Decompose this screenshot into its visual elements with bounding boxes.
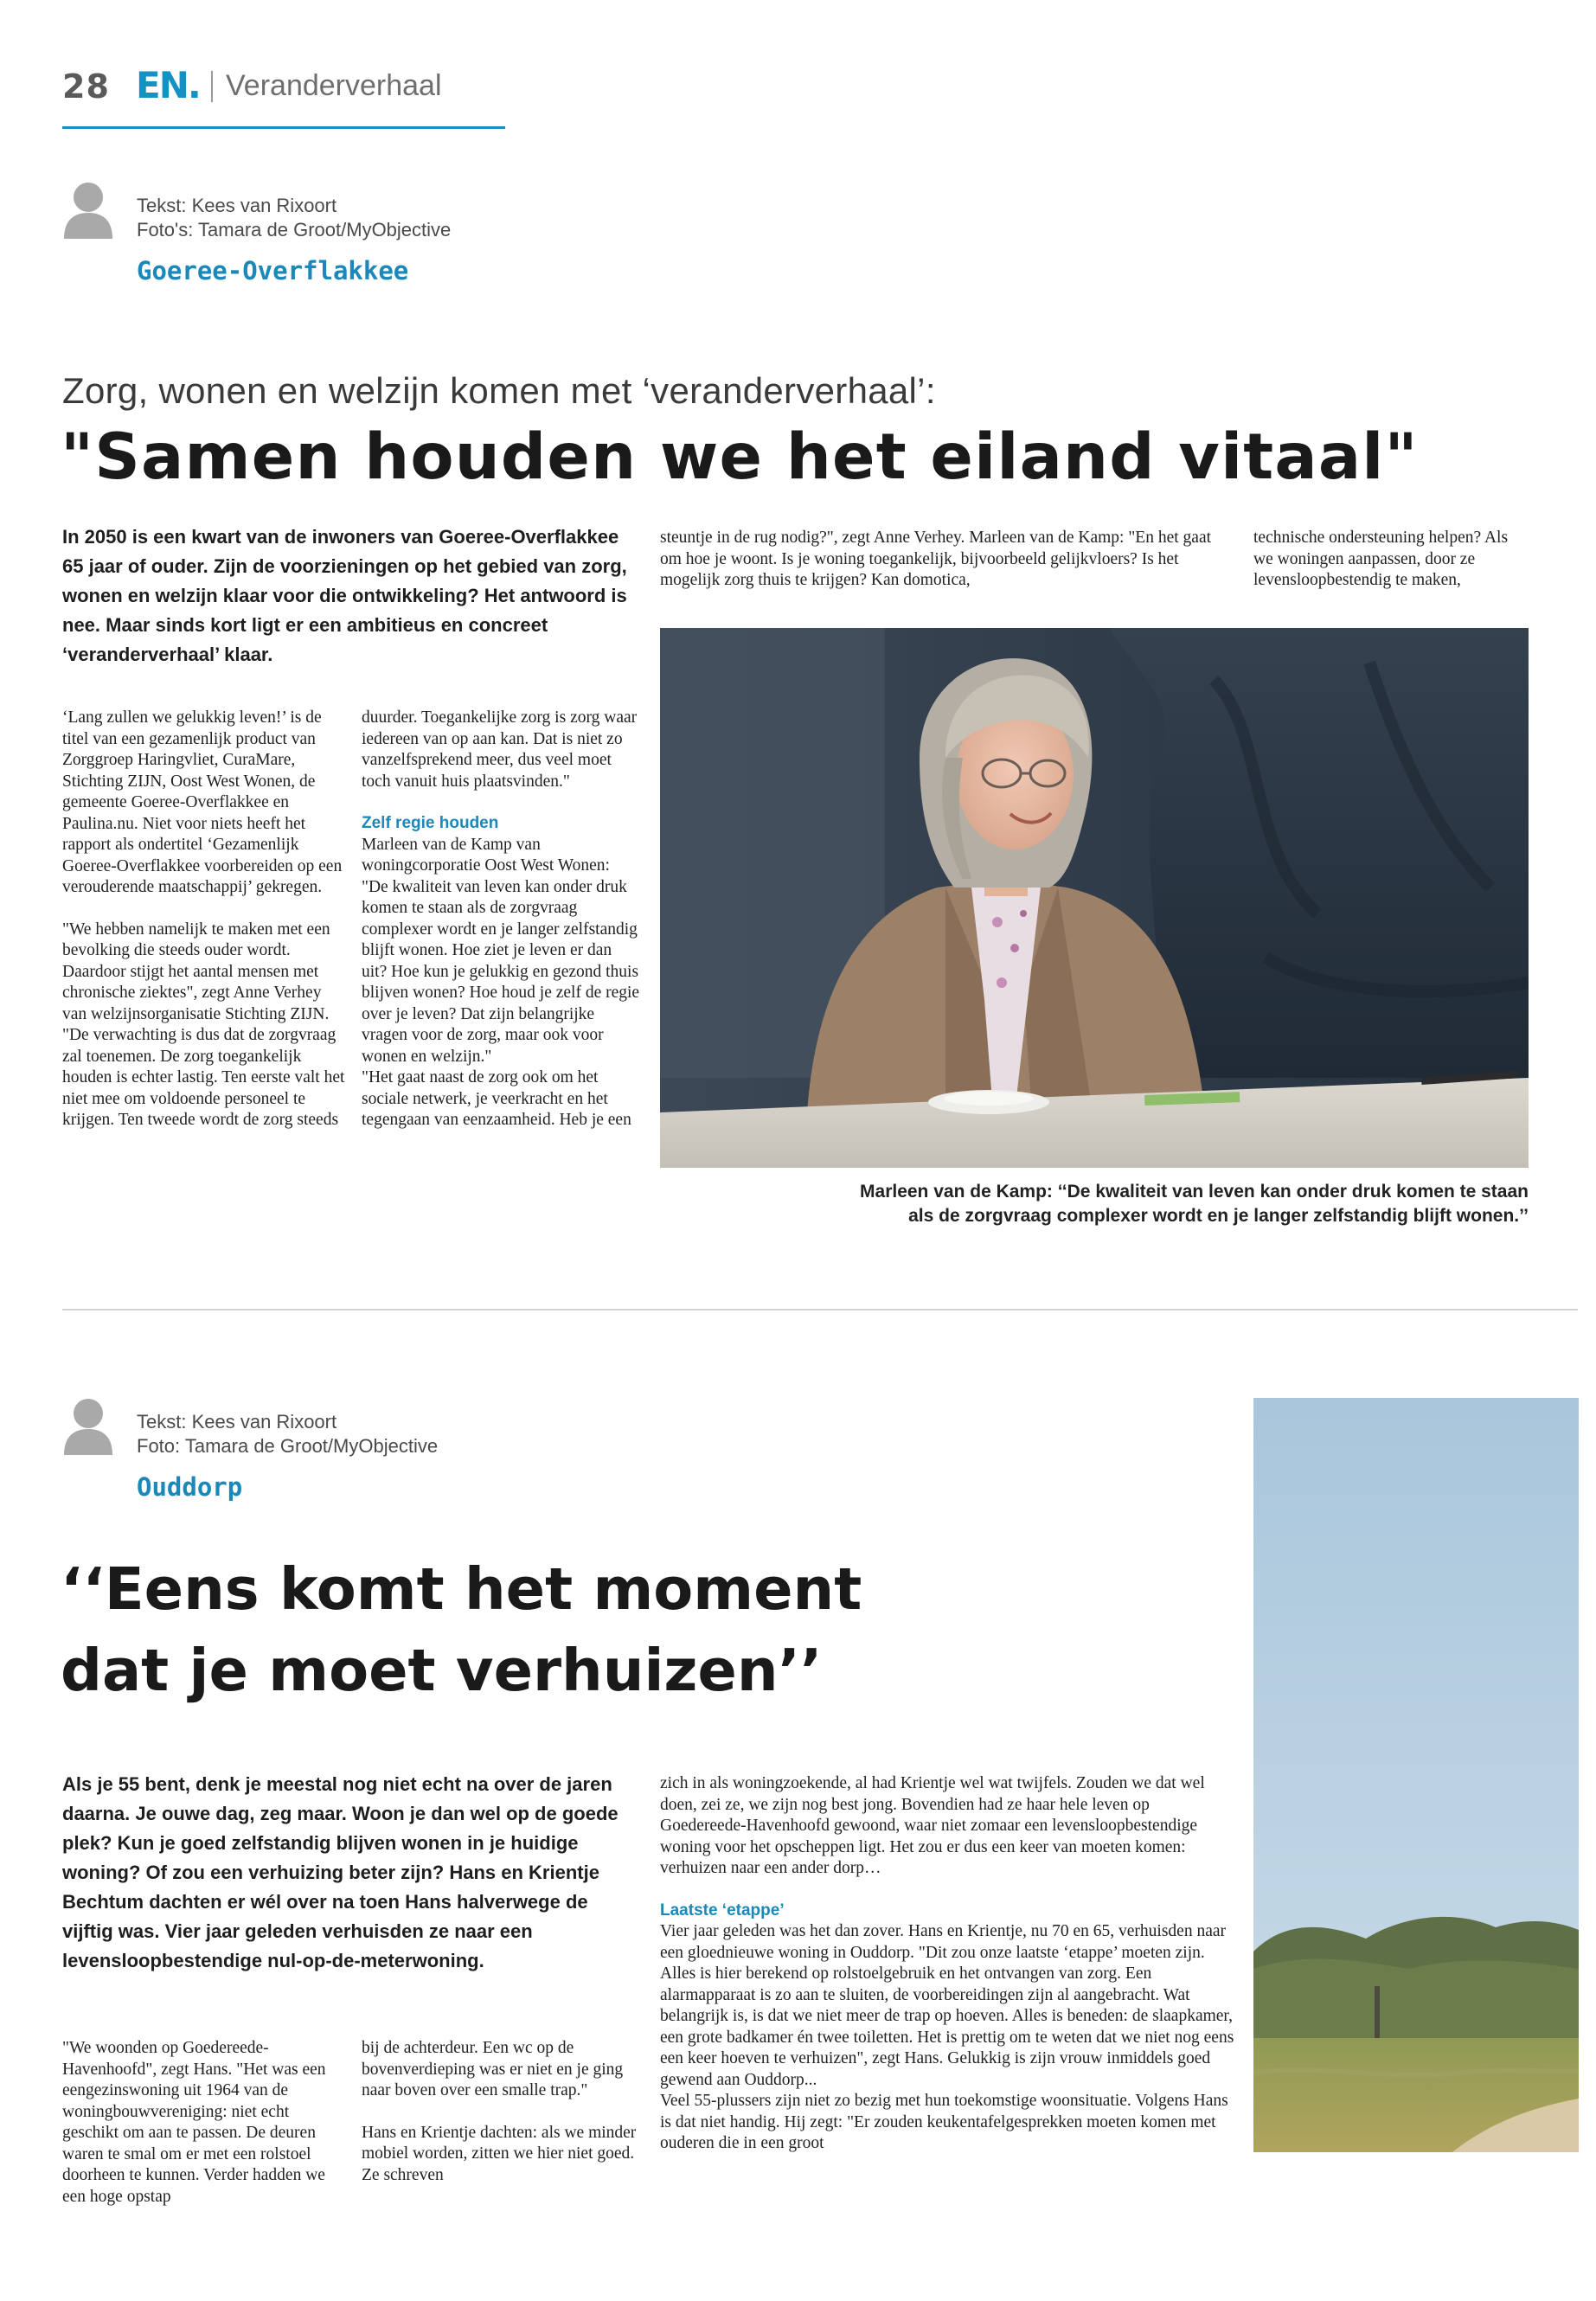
caption-line-2: als de zorgvraag complexer wordt en je langer zelfstandig blijft wonen.’’ [908, 1206, 1529, 1226]
author-avatar-icon [62, 1396, 114, 1455]
header-separator [211, 71, 213, 102]
paragraph: technische ondersteuning helpen? Als we woningen aanpassen, door ze levensloopbestendig te maken, [1253, 529, 1509, 589]
headline-line-1: ‘‘Eens komt het moment [61, 1555, 862, 1623]
article-column-3 [660, 528, 1214, 592]
publication-logo: EN. [136, 64, 200, 106]
paragraph: "Het gaat naast de zorg ook om het sociale netwerk, je veerkracht en het tegengaan van eenzaamheid. Heb je een [362, 1068, 631, 1129]
author-line: Tekst: Kees van Rixoort [137, 195, 337, 216]
paragraph: Marleen van de Kamp van woningcorporatie Oost West Wonen: "De kwaliteit van leven kan onder druk komen te staan als de zorgvraag complexer wordt en je langer zelfstandig blijft wonen. Hoe ziet je leven er dan uit? Hoe kun je gelukkig en gezond thuis blijven wonen? Hoe houd je zelf de regie over je leven? Dat zijn belangrijke vragen voor de zorg, maar ook voor wonen en welzijn." [362, 835, 640, 1066]
article-column-2 [362, 2038, 640, 2186]
article-photo-woman-at-table [660, 628, 1529, 1168]
page-number: 28 [62, 67, 110, 106]
section-title: Veranderverhaal [226, 69, 442, 102]
photo-caption [660, 1180, 1529, 1228]
article-divider [62, 1309, 1578, 1311]
paragraph: Vier jaar geleden was het dan zover. Hans en Krientje, nu 70 en 65, verhuisden naar een gloednieuwe woning in Ouddorp. "Dit zou onze laatste ‘etappe’ moeten zijn. Alles is hier berekend op rolstoelgebruik en het ontvangen van zorg. Een alarmapparaat is zo aan te sluiten, de voorbereidingen zijn al aangebracht. Wat belangrijk is, is dat we niet meer de trap op hoeven. Alles is beneden: de slaapkamer, een grote badkamer én twee toiletten. Het is prettig om te weten dat we niet nog eens een keer hoeven te verhuizen", zegt Hans. Gelukkig is zijn vrouw inmiddels goed gewend aan Ouddorp... [660, 1922, 1234, 2089]
paragraph: zich in als woningzoekende, al had Krientje wel wat twijfels. Zouden we dat wel doen, zei ze, we zijn nog best jong. Bovendien had ze haar hele leven op Goedereede-Havenhoofd gewoond, waar niet zomaar een levensloopbestendige woning voor het opscheppen ligt. Het zou er dus een keer van moeten komen: verhuizen naar een ander dorp… [660, 1774, 1205, 1877]
article-headline: "Samen houden we het eiland vitaal" [61, 420, 1419, 494]
article-column-2 [362, 708, 640, 1131]
paragraph: "We hebben namelijk te maken met een bevolking die steeds ouder wordt. Daardoor stijgt het aantal mensen met chronische ziektes", zegt Anne Verhey van welzijnsorganisatie Stichting ZIJN. "De verwachting is dus dat de zorgvraag zal toenemen. De zorg toegankelijk houden is echter lastig. Ten eerste valt het niet mee om voldoende personeel te krijgen. Ten tweede wordt de zorg steeds [62, 920, 345, 1129]
article-lead: In 2050 is een kwart van de inwoners van Goeree-Overflakkee 65 jaar of ouder. Zijn de voorzieningen op het gebied van zorg, wonen en welzijn klaar voor die ontwikkeling? Het antwoord is nee. Maar sinds kort ligt er een ambitieus en concreet ‘veranderverhaal’ klaar. [62, 526, 627, 665]
article-kicker: Zorg, wonen en welzijn komen met ‘veranderverhaal’: [62, 370, 936, 411]
paragraph: ‘Lang zullen we gelukkig leven!’ is de titel van een gezamenlijk product van Zorggroep Haringvliet, CuraMare, Stichting ZIJN, Oost West Wonen, de gemeente Goeree-Overflakkee en Paulina.nu. Niet voor niets heeft het rapport als ondertitel ‘Gezamenlijk Goeree-Overflakkee voorbereiden op een verouderende maatschappij’ gekregen. [62, 708, 343, 896]
article-column-1 [62, 2038, 348, 2208]
article-column-1 [62, 708, 348, 1131]
article-lead: Als je 55 bent, denk je meestal nog niet echt na over de jaren daarna. Je ouwe dag, zeg maar. Woon je dan wel op de goede plek? Kun je goed zelfstandig blijven wonen in je huidige woning? Of zou een verhuizing beter zijn? Hans en Krientje Bechtum dachten er wél over na toen Hans halverwege de vijftig was. Vier jaar geleden verhuisden ze naar een levensloopbestendige nul-op-de-meterwoning. [62, 1773, 619, 1971]
paragraph: steuntje in de rug nodig?", zegt Anne Verhey. Marleen van de Kamp: "En het gaat om hoe je woont. Is je woning toegankelijk, bijvoorbeeld gelijkvloers? Is het mogelijk zorg thuis te krijgen? Kan domotica, [660, 529, 1212, 589]
subheading: Zelf regie houden [362, 814, 499, 832]
header-rule [62, 126, 505, 129]
article-column-4 [1253, 528, 1530, 592]
photo-credit-line: Foto's: Tamara de Groot/MyObjective [137, 219, 452, 240]
caption-line-1: Marleen van de Kamp: ‘‘De kwaliteit van leven kan onder druk komen te staan [860, 1182, 1529, 1202]
article-headline [61, 1548, 862, 1711]
paragraph: bij de achterdeur. Een wc op de bovenverdieping was er niet en je ging naar boven over een smalle trap." [362, 2039, 624, 2099]
article-column-3 [660, 1773, 1234, 2155]
paragraph: duurder. Toegankelijke zorg is zorg waar iedereen van op aan kan. Dat is niet zo vanzelfsprekend meer, dus veel moet toch vanuit huis plaatsvinden." [362, 708, 638, 791]
photo-credit-line: Foto: Tamara de Groot/MyObjective [137, 1435, 439, 1457]
author-avatar-icon [62, 180, 114, 239]
location-tag: Ouddorp [137, 1472, 243, 1502]
author-credit [137, 1410, 438, 1458]
paragraph: "We woonden op Goedereede-Havenhoofd", zegt Hans. "Het was een eengezinswoning uit 1964 van de woningbouwvereniging: niet echt geschikt om aan te passen. De deuren waren te smal om er met een rolstoel doorheen te kunnen. Verder hadden we een hoge opstap [62, 2039, 326, 2206]
subheading: Laatste ‘etappe’ [660, 1900, 785, 1920]
headline-line-2: dat je moet verhuizen’’ [61, 1637, 823, 1704]
article-photo-dune-landscape [1253, 1398, 1579, 2152]
author-line: Tekst: Kees van Rixoort [137, 1411, 337, 1433]
location-tag: Goeree-Overflakkee [137, 256, 409, 285]
paragraph: Hans en Krientje dachten: als we minder mobiel worden, zitten we hier niet goed. Ze schreven [362, 2123, 637, 2184]
author-credit [137, 194, 451, 242]
paragraph: Veel 55-plussers zijn niet zo bezig met hun toekomstige woonsituatie. Volgens Hans is dat niet handig. Hij zegt: "Er zouden keukentafelgesprekken moeten komen met ouderen die in een groot [660, 2092, 1228, 2152]
